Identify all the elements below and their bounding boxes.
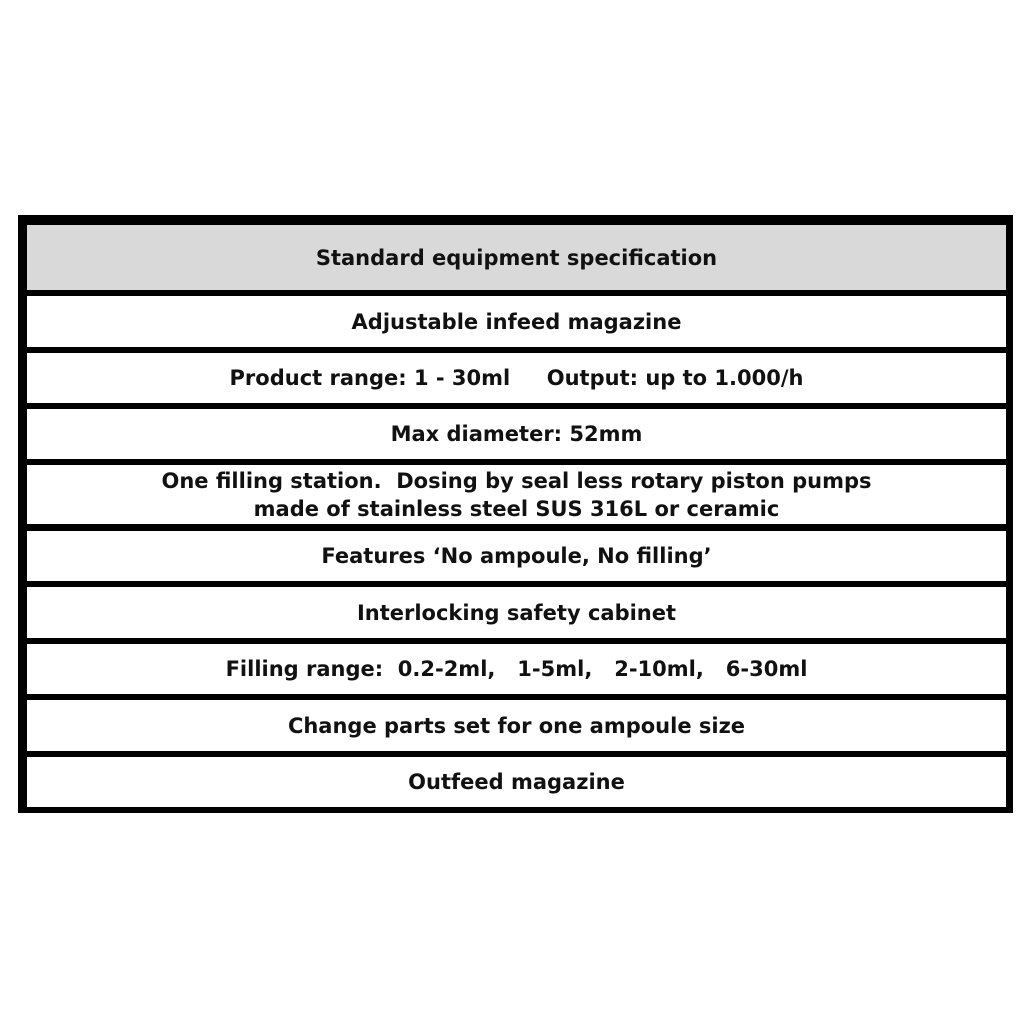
row-change-parts: Change parts set for one ampoule size xyxy=(287,713,746,738)
table-row xyxy=(27,353,1006,403)
row-product-range: Product range: 1 - 30ml Output: up to 1.000/h xyxy=(229,366,804,390)
table-row xyxy=(27,409,1006,459)
row-filling-range: Filling range: 0.2-2ml, 1-5ml, 2-10ml, 6-30ml xyxy=(225,657,808,681)
specification-table xyxy=(18,215,1013,813)
row-filling-station: One filling station. Dosing by seal less rotary piston pumps made of stainless steel SUS 316L or ceramic xyxy=(161,468,872,521)
row-safety-cabinet: Interlocking safety cabinet xyxy=(356,600,677,625)
row-outfeed-magazine: Outfeed magazine xyxy=(408,770,625,794)
row-max-diameter: Max diameter: 52mm xyxy=(390,422,643,446)
table-row xyxy=(27,296,1006,347)
table-header-label: Standard equipment specification xyxy=(315,245,718,270)
table-row xyxy=(27,531,1006,581)
table-row xyxy=(27,700,1006,751)
row-infeed-magazine: Adjustable infeed magazine xyxy=(351,309,682,334)
table-row xyxy=(27,757,1006,807)
table-header xyxy=(27,225,1006,290)
row-features: Features ‘No ampoule, No filling’ xyxy=(321,544,712,568)
table-row xyxy=(27,465,1006,524)
table-row xyxy=(27,644,1006,694)
table-row xyxy=(27,587,1006,638)
